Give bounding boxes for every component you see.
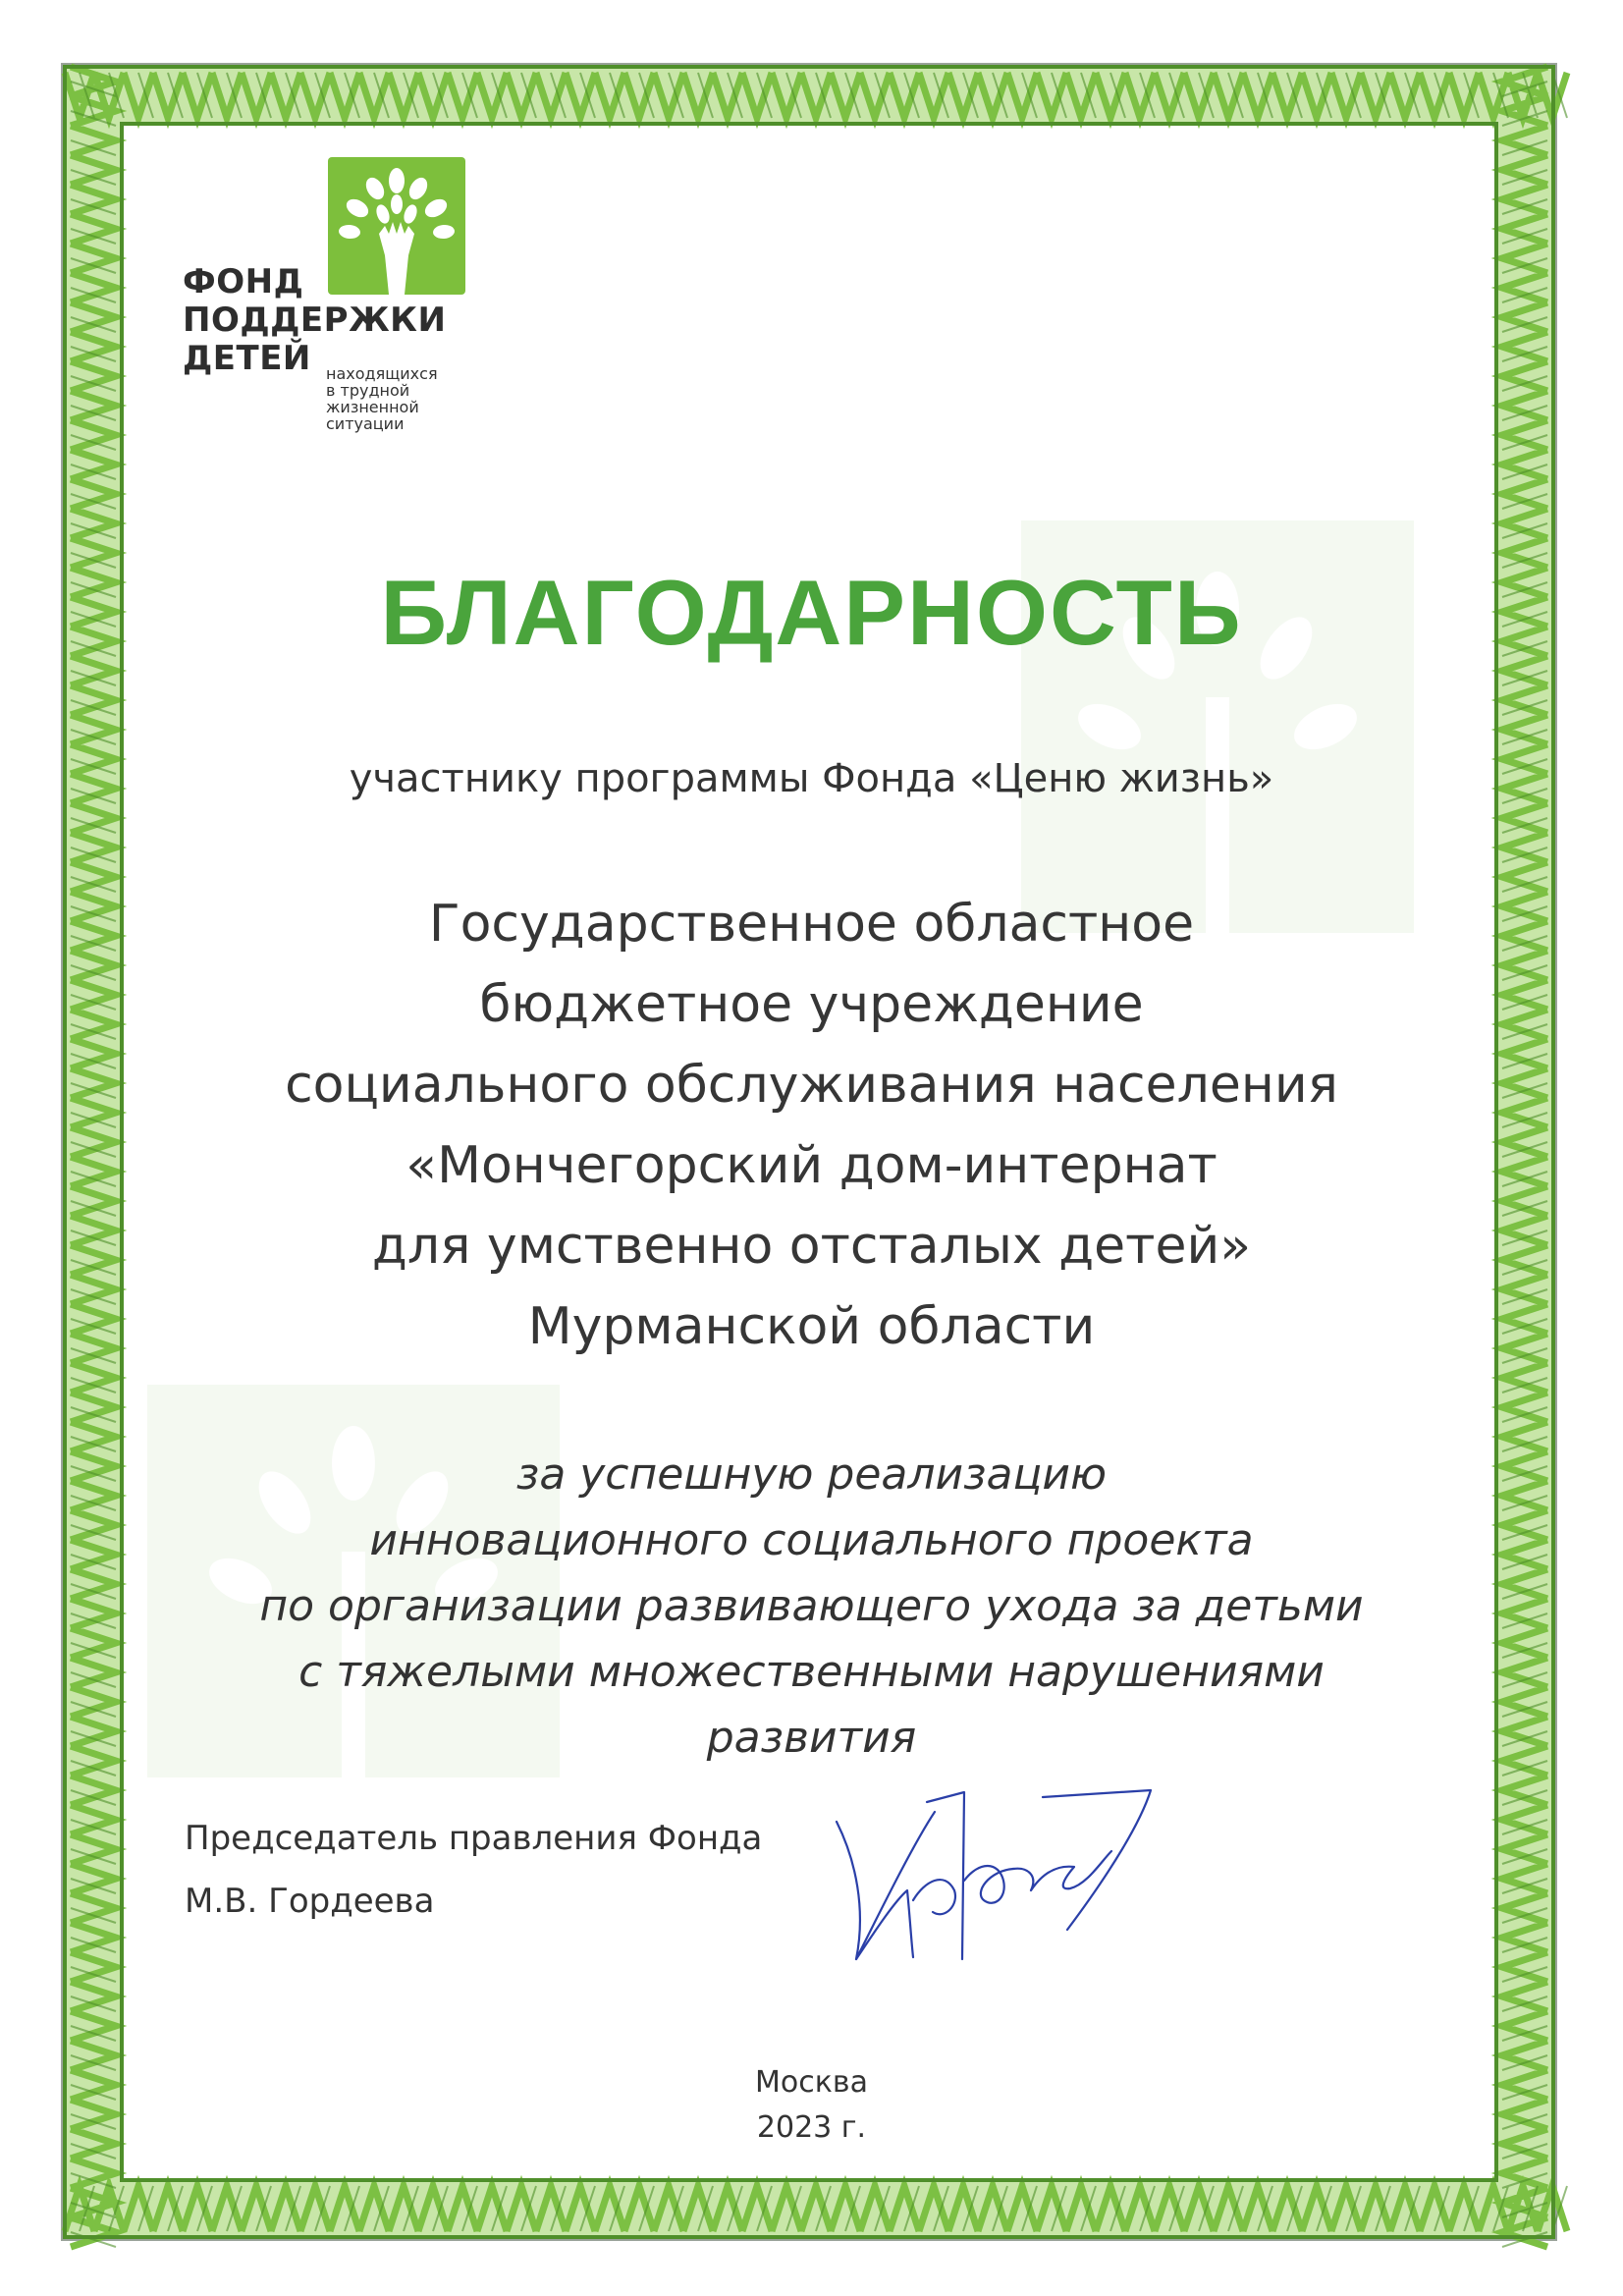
award-reason xyxy=(0,1442,1623,1771)
recipient-organization xyxy=(0,884,1623,1367)
year: 2023 г. xyxy=(756,2110,867,2145)
signer-block xyxy=(185,1807,762,1933)
reason-line: с тяжелыми множественными нарушениями xyxy=(298,1647,1325,1697)
place-and-date xyxy=(0,2060,1623,2151)
city: Москва xyxy=(755,2065,868,2100)
organization-line: социального обслуживания населения xyxy=(285,1056,1338,1115)
organization-line: Мурманской области xyxy=(527,1297,1096,1356)
logo-word-2: ПОДДЕРЖКИ xyxy=(183,301,447,340)
reason-line: по организации развивающего ухода за детьми xyxy=(259,1581,1364,1631)
organization-line: бюджетное учреждение xyxy=(479,975,1144,1034)
document-title: БЛАГОДАРНОСТЬ xyxy=(380,561,1243,664)
logo-word-3: ДЕТЕЙ xyxy=(183,339,311,378)
organization-line: Государственное областное xyxy=(428,895,1195,954)
reason-line: развития xyxy=(706,1713,917,1763)
logo-tagline-line: жизненной xyxy=(326,398,419,416)
reason-line: инновационного социального проекта xyxy=(369,1515,1254,1565)
signer-name: М.В. Гордеева xyxy=(185,1882,435,1921)
document-subtitle: участнику программы Фонда «Ценю жизнь» xyxy=(349,756,1274,801)
logo-tagline-line: находящихся xyxy=(326,364,438,383)
logo-tagline-line: в трудной xyxy=(326,381,410,400)
organization-line: «Мончегорский дом-интернат xyxy=(406,1136,1217,1195)
logo-tagline xyxy=(326,365,438,432)
signer-position: Председатель правления Фонда xyxy=(185,1819,763,1858)
handwritten-signature xyxy=(817,1782,1190,1979)
logo-word-1: ФОНД xyxy=(183,262,304,301)
logo-tagline-line: ситуации xyxy=(326,414,405,433)
foundation-logo xyxy=(183,157,497,452)
logo-wordmark xyxy=(183,263,446,378)
reason-line: за успешную реализацию xyxy=(515,1449,1108,1500)
organization-line: для умственно отсталых детей» xyxy=(371,1217,1252,1276)
